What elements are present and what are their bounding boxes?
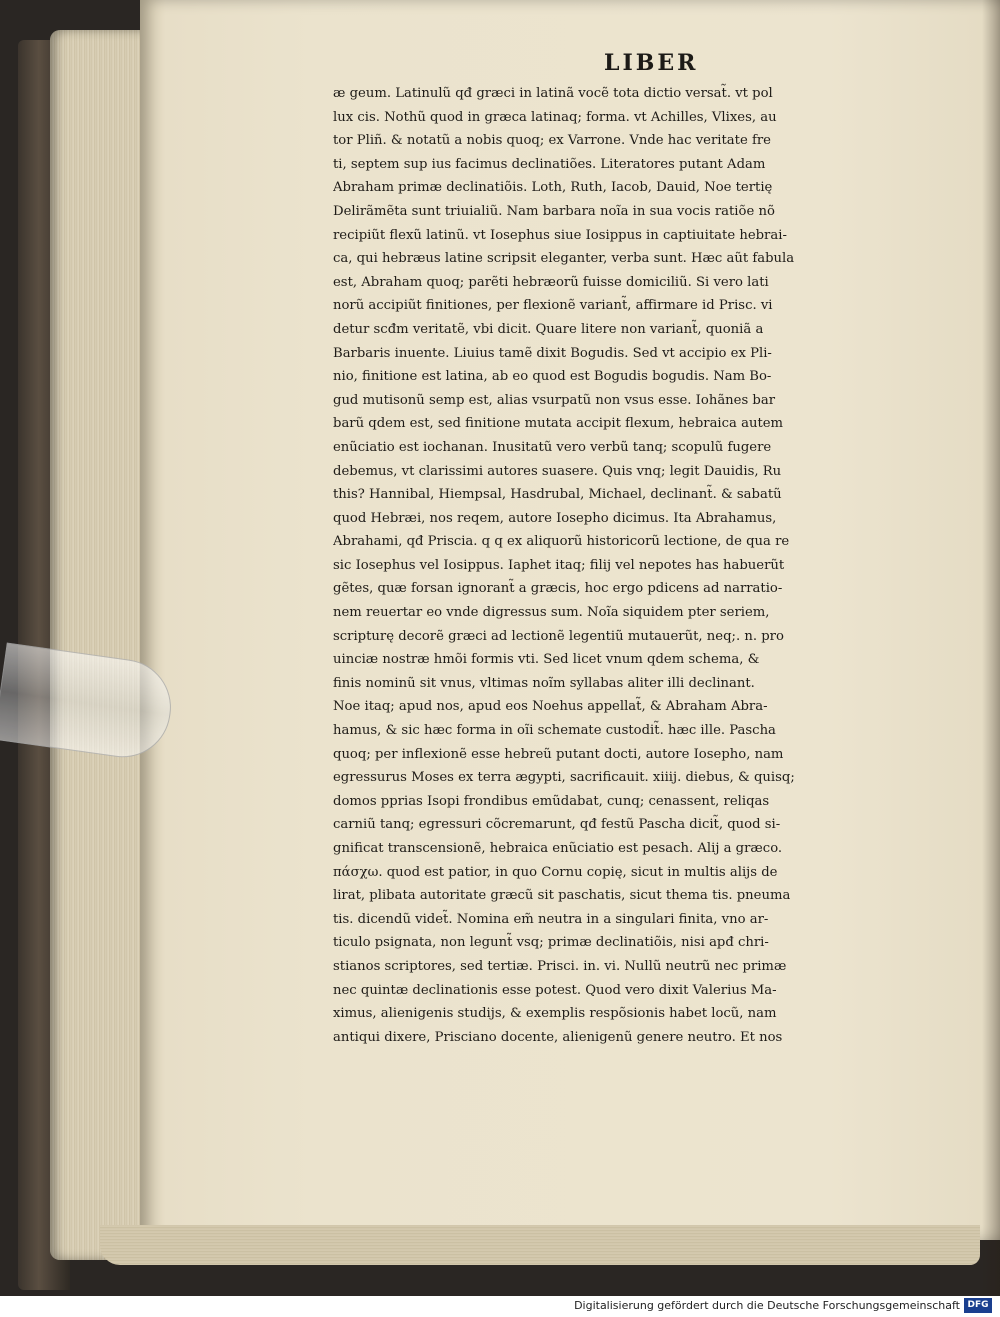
text-line: est, Abraham quoq; parẽti hebræorũ fuisse domiciliũ. Si vero lati [333, 274, 769, 290]
text-line: gnificat transcensionẽ, hebraica enũciatio est pesach. Alij a græco. [333, 841, 783, 856]
page-bottom-edge [100, 1225, 980, 1265]
text-line: πάσχω. quod est patior, in quo Cornu copię, sicut in multis alijs de [333, 864, 778, 880]
text-line: egressurus Moses ex terra ægypti, sacrificauit. xiiij. diebus, & quisq; [333, 770, 795, 786]
text-line: tor Pliñ. & notatũ a nobis quoq; ex Varrone. Vnde hac veritate fre [333, 133, 771, 149]
body-text [333, 82, 945, 1049]
text-line: gud mutisonũ semp est, alias vsurpatũ non vsus esse. Iohãnes bar [333, 392, 776, 408]
text-line: quod Hebræi, nos reqem, autore Iosepho dicimus. Ita Abrahamus, [333, 510, 777, 526]
text-line: Barbaris inuente. Liuius tamẽ dixit Bogudis. Sed vt accipio ex Pli- [333, 345, 772, 361]
text-line: domos pprias Isopi frondibus emũdabat, cunq; cenassent, reliqas [333, 793, 770, 809]
text-line: Noe itaq; apud nos, apud eos Noehus appellat̃, & Abraham Abra- [333, 699, 768, 715]
text-line: antiqui dixere, Prisciano docente, alienigenũ genere neutro. Et nos [333, 1029, 783, 1045]
page-stack [50, 30, 150, 1260]
text-line: uinciæ nostræ hmõi formis vti. Sed licet vnum qdem schema, & [333, 652, 760, 668]
text-line: debemus, vt clarissimi autores suasere. Quis vnq; legit Dauidis, Ru [333, 463, 782, 479]
text-line: carniũ tanq; egressuri cõcremarunt, qđ festũ Pascha dicit̃, quod si- [333, 817, 781, 833]
text-line: ticulo psignata, non legunt̃ vsq; primæ declinatiõis, nisi apđ chri- [333, 935, 769, 951]
text-line: sic Iosephus vel Iosippus. Iaphet itaq; filij vel nepotes has habuerũt [333, 557, 785, 573]
gutter-shadow [982, 0, 1000, 1296]
text-line: nem reuertar eo vnde digressus sum. Noĩa siquidem pter seriem, [333, 605, 770, 621]
text-line: quoq; per inflexionẽ esse hebreũ putant docti, autore Iosepho, nam [333, 746, 784, 762]
text-line: this? Hannibal, Hiempsal, Hasdrubal, Michael, declinant̃. & sabatũ [333, 487, 782, 503]
funding-credit: Digitalisierung gefördert durch die Deutsche Forschungsgemeinschaft [574, 1299, 960, 1312]
text-line: gẽtes, quæ forsan ignorant̃ a græcis, hoc ergo pdicens ad narratio- [333, 581, 783, 597]
text-line: nec quintæ declinationis esse potest. Quod vero dixit Valerius Ma- [333, 982, 777, 998]
text-line: hamus, & sic hæc forma in oĩi schemate custodit̃. hæc ille. Pascha [333, 723, 776, 739]
text-line: recipiũt flexũ latinũ. vt Iosephus siue Iosippus in captiuitate hebrai- [333, 227, 787, 243]
text-line: lux cis. Nothũ quod in græca latinaq; forma. vt Achilles, Vlixes, au [333, 109, 777, 125]
footer-bar [0, 1296, 1000, 1317]
text-line: Delirãmẽta sunt triuialiũ. Nam barbara noĩa in sua vocis ratiõe nõ [333, 203, 775, 219]
text-line: ti, septem sup ius facimus declinatiões. Literatores putant Adam [333, 156, 766, 172]
text-line: enũciatio est iochanan. Inusitatũ vero verbũ tanq; scopulũ fugere [333, 439, 772, 455]
text-line: ximus, alienigenis studijs, & exemplis respõsionis habet locũ, nam [333, 1006, 777, 1022]
running-header: LIBER [604, 50, 699, 76]
text-line: barũ qdem est, sed finitione mutata accipit flexum, hebraica autem [333, 416, 784, 432]
text-line: detur scđm veritatẽ, vbi dicit. Quare litere non variant̃, quoniã a [333, 321, 764, 337]
text-line: lirat, plibata autoritate græcũ sit paschatis, sicut thema tis. pneuma [333, 888, 791, 904]
text-line: Abrahami, qđ Priscia. q q ex aliquorũ historicorũ lectione, de qua re [333, 534, 790, 550]
text-line: Abraham primæ declinatiõis. Loth, Ruth, Iacob, Dauid, Noe tertię [333, 180, 773, 196]
text-line: æ geum. Latinulũ qđ græci in latinã vocẽ tota dictio versat̃. vt pol [333, 86, 773, 101]
dfg-logo: DFG [964, 1298, 992, 1313]
text-line: ca, qui hebræus latine scripsit eleganter, verba sunt. Hæc aũt fabula [333, 251, 795, 267]
text-line: stianos scriptores, sed tertiæ. Prisci. in. vi. Nullũ neutrũ nec primæ [333, 958, 787, 974]
text-line: scripturę decorẽ græci ad lectionẽ legentiũ mutauerũt, neq;. n. pro [333, 628, 784, 644]
text-line: finis nominũ sit vnus, vltimas noĩm syllabas aliter illi declinant. [333, 675, 755, 691]
text-line: tis. dicendũ videt̃. Nomina em̃ neutra in a singulari finita, vno ar- [333, 911, 769, 927]
text-line: norũ accipiũt finitiones, per flexionẽ variant̃, affirmare id Prisc. vi [333, 298, 773, 314]
text-line: nio, finitione est latina, ab eo quod est Bogudis bogudis. Nam Bo- [333, 369, 772, 385]
